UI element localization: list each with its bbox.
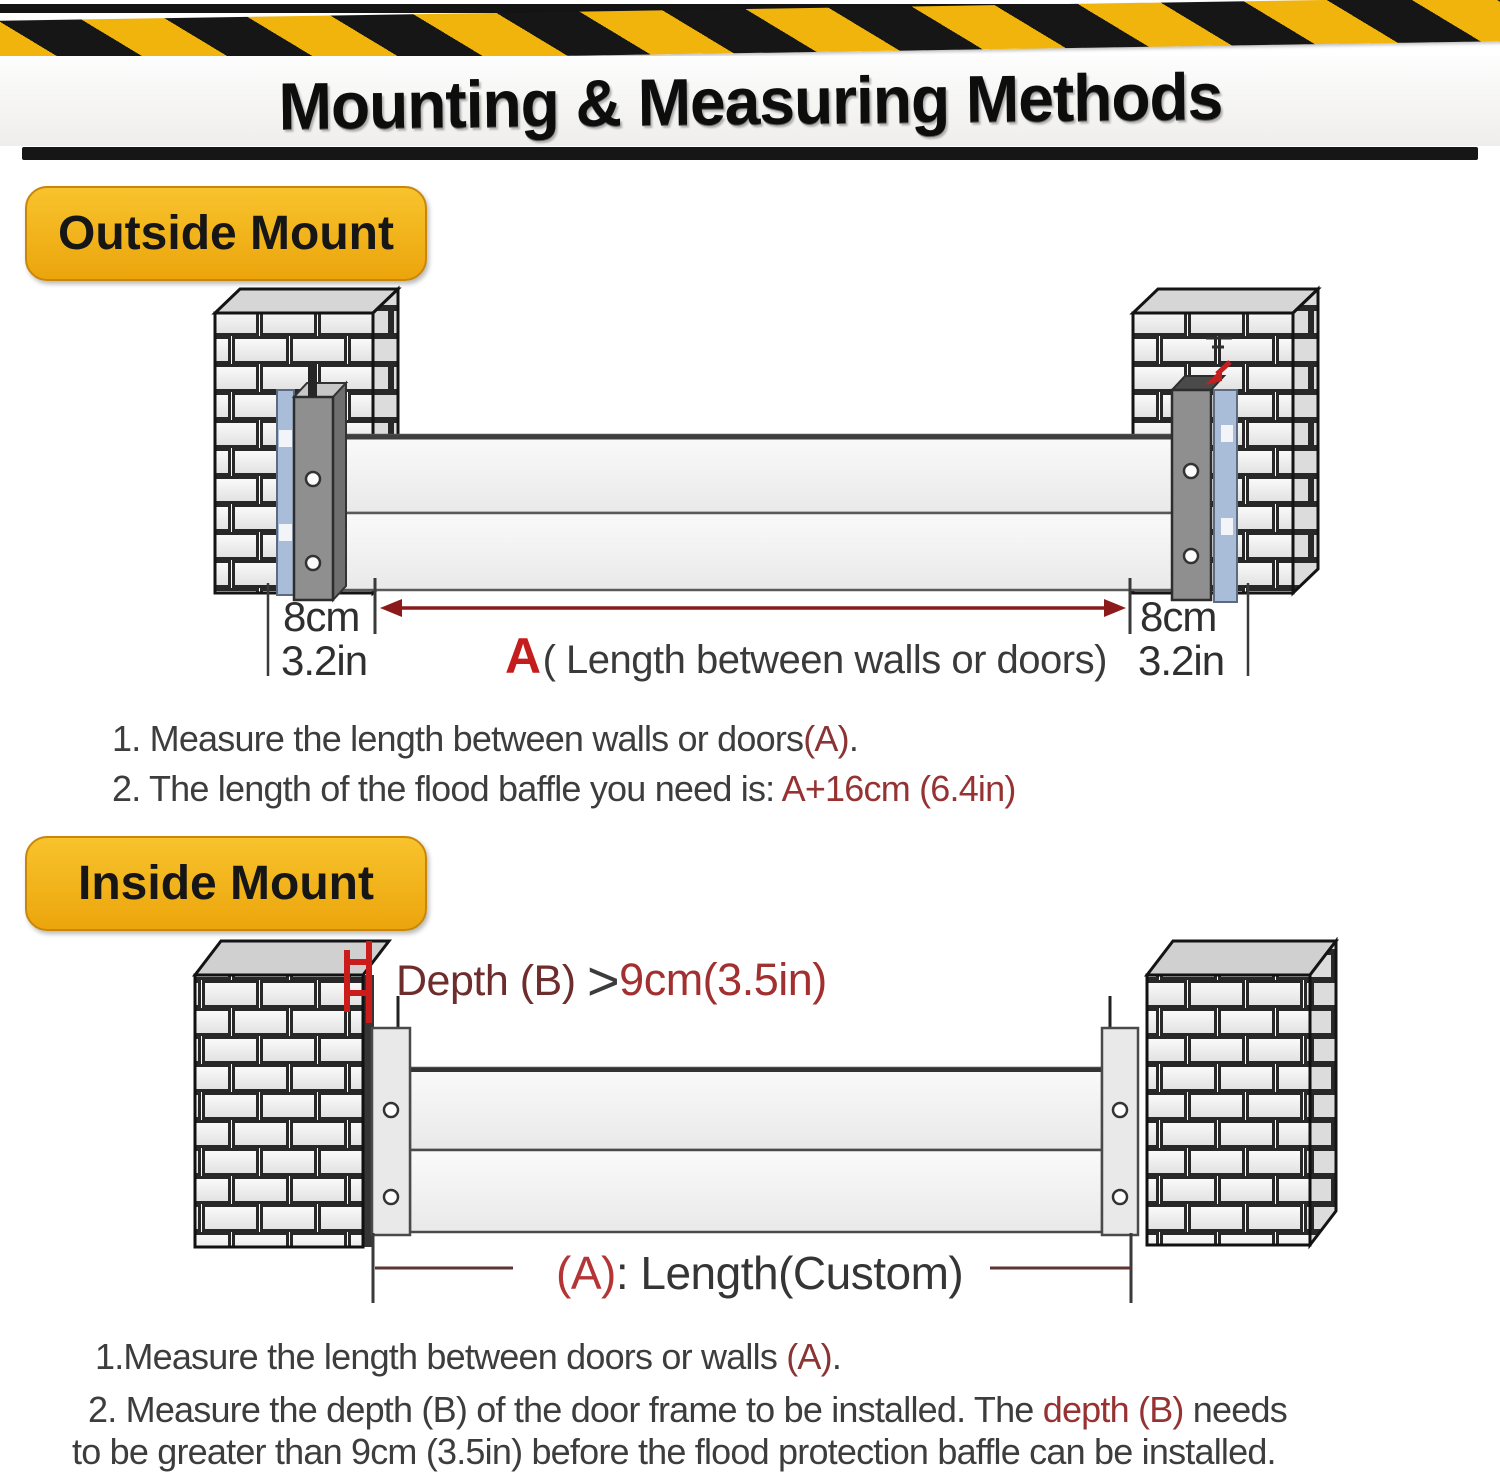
arrowhead-left-icon <box>380 599 402 617</box>
depth-b-label <box>396 948 827 1013</box>
left-8cm-label: 8cm <box>283 593 360 640</box>
title-band <box>0 56 1500 146</box>
screw-hole <box>306 556 320 570</box>
outside-step1-period: . <box>848 718 859 759</box>
greater-than-sign: > <box>586 949 620 1012</box>
span-a-text: ( Length between walls or doors) <box>542 638 1107 682</box>
outside-mount-badge <box>25 186 427 281</box>
span-a-label <box>505 627 1107 685</box>
length-a-letter: (A) <box>556 1247 616 1299</box>
screw-hole <box>384 1190 398 1204</box>
inside-step2-highlight: depth (B) <box>1042 1389 1184 1430</box>
flood-barrier-panel <box>333 435 1173 590</box>
inside-right-pillar <box>1147 941 1336 1245</box>
screw-hole <box>384 1103 398 1117</box>
arrowhead-right-icon <box>1104 599 1126 617</box>
outside-step2-highlight: A+16cm (6.4in) <box>781 768 1016 809</box>
inside-step1-text: 1.Measure the length between doors or walls <box>95 1336 787 1377</box>
left-32in-label: 3.2in <box>281 637 368 684</box>
inside-flood-barrier-panel <box>410 1068 1102 1232</box>
screw-hole <box>1184 549 1198 563</box>
screw-hole <box>306 472 320 486</box>
inside-left-bracket <box>372 996 410 1235</box>
inside-step-2-line-2 <box>72 1431 1276 1473</box>
inside-step-2-line-1 <box>88 1389 1287 1431</box>
screw-hole <box>1184 464 1198 478</box>
inside-mount-badge-label: Inside Mount <box>78 857 374 910</box>
screw-hole <box>1113 1103 1127 1117</box>
inside-step2-continuation: to be greater than 9cm (3.5in) before the flood protection baffle can be installed. <box>72 1431 1276 1472</box>
screw-hole <box>1113 1190 1127 1204</box>
outside-mount-badge-label: Outside Mount <box>58 207 394 260</box>
length-custom-label <box>556 1246 963 1300</box>
anchor-pin <box>308 365 317 397</box>
depth-b-text: Depth (B) <box>396 957 587 1005</box>
header-divider <box>22 147 1478 160</box>
inside-step1-period: . <box>831 1336 842 1377</box>
inside-step2-tail: needs <box>1183 1389 1287 1430</box>
right-8cm-label: 8cm <box>1140 593 1217 640</box>
span-a-letter: A <box>505 628 541 684</box>
inside-step-1 <box>95 1336 841 1378</box>
page-title: Mounting & Measuring Methods <box>277 59 1223 143</box>
inside-left-pillar <box>195 941 389 1247</box>
outside-left-bracket <box>277 365 346 600</box>
outside-step1-highlight: (A) <box>803 718 849 759</box>
outside-step-2 <box>112 768 1016 810</box>
outside-step2-text: 2. The length of the flood baffle you need is: <box>112 768 782 809</box>
inside-step1-highlight: (A) <box>786 1336 832 1377</box>
outside-step-1 <box>112 718 858 760</box>
right-32in-label: 3.2in <box>1138 637 1225 684</box>
length-custom-text: : Length(Custom) <box>615 1247 964 1299</box>
inside-step2-text: 2. Measure the depth (B) of the door frame to be installed. The <box>88 1389 1043 1430</box>
depth-b-value: 9cm(3.5in) <box>619 954 827 1005</box>
inside-mount-badge <box>25 836 427 931</box>
outside-step1-text: 1. Measure the length between walls or doors <box>112 718 804 759</box>
inside-right-bracket <box>1102 996 1138 1235</box>
